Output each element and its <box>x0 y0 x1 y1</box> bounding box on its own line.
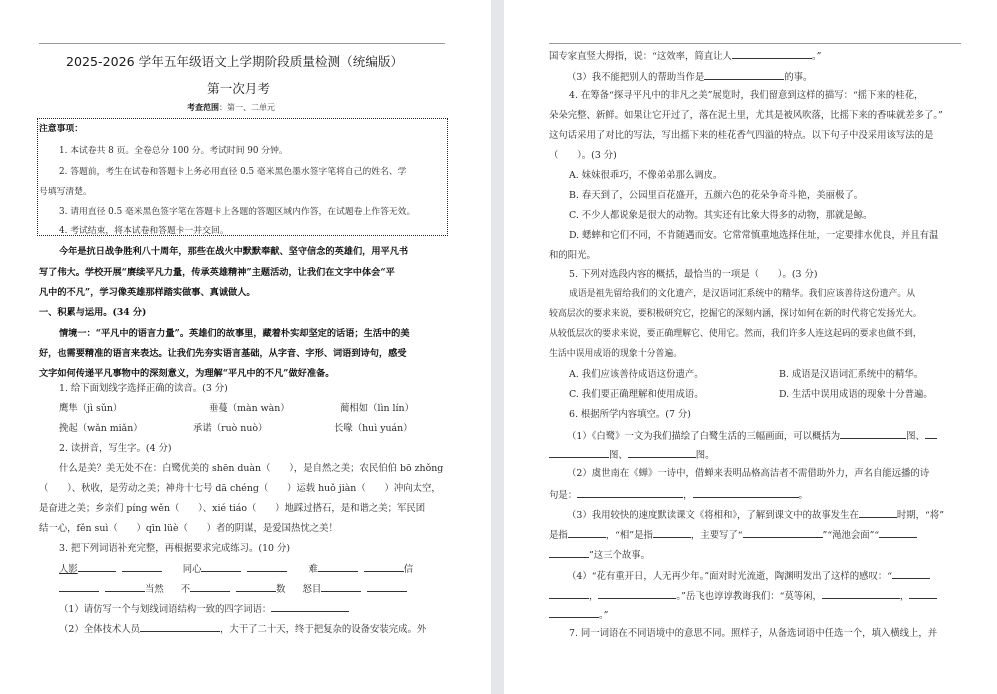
blank[interactable] <box>549 547 589 558</box>
context-1-line-3: 文字如何传递平凡事物中的深刻意义，为理解“平凡中的不凡”做好准备。 <box>39 368 335 379</box>
q4-line-4: （ ）。(3 分) <box>549 150 617 161</box>
blank[interactable] <box>743 527 823 538</box>
q3-sub-2: （2）全体技术人员 ，大干了二十天，终于把复杂的设备安装完成。外 <box>59 621 426 636</box>
blank[interactable] <box>732 48 812 59</box>
q1-item: 挽起（wǎn miǎn） <box>59 423 143 434</box>
q5-passage-3: 从较低层次的要求来说，要正确理解它、使用它。然而，我们许多人连这起码的要求也做不到， <box>549 329 922 339</box>
q1-stem: 1. 给下面划线字选择正确的读音。(3 分) <box>59 383 228 394</box>
q3-stem: 3. 把下列词语补充完整，再根据要求完成练习。(10 分) <box>59 543 291 554</box>
blank[interactable] <box>653 527 691 538</box>
blank[interactable] <box>925 428 937 439</box>
blank[interactable] <box>892 568 930 579</box>
q5-stem: 5. 下列对选段内容的概括，最恰当的一项是（ ）。(3 分) <box>569 269 818 280</box>
q5-option-d: D. 生活中误用成语的现象十分普遍。 <box>779 389 933 400</box>
section-1-heading: 一、积累与运用。(34 分) <box>39 307 147 318</box>
scope-label: 考查范围 <box>187 102 219 112</box>
q6-sub-1-cont: 图、 图。 <box>549 447 715 462</box>
q3-sub-1: （1）请仿写一个与划线词语结构一致的四字词语： <box>59 601 349 616</box>
q5-option-a: A. 我们应该善待成语这份遗产。 <box>569 369 704 380</box>
q2-line-1: 什么是美？美无处不在：白鹭优美的 shēn duàn（ ），是自然之美；农民伯伯 bō zhǒng <box>59 463 444 474</box>
intro-line-2: 写了伟大。学校开展“赓续平凡力量，传承英雄精神”主题活动，让我们在文字中体会“平 <box>39 267 395 278</box>
q3-row-2: 当然 不 数 怒目 <box>59 581 407 596</box>
notice-item-3: 3. 请用直径 0.5 毫米黑色签字笔在答题卡上各题的答题区域内作答，在试题卷上作答无效。 <box>59 207 416 217</box>
q1-item: 垂蔓（màn wàn） <box>209 403 290 414</box>
q6-stem: 6. 根据所学内容填空。(7 分) <box>569 409 691 420</box>
q6-sub-4-end: 。” <box>549 607 608 622</box>
q4-option-a: A. 妹妹很乖巧，不像弟弟那么调皮。 <box>569 170 723 181</box>
blank[interactable] <box>367 581 407 592</box>
blank[interactable] <box>247 561 287 572</box>
q4-option-c: C. 不少人都说象是很大的动物。其实还有比象大得多的动物，那就是鲸。 <box>569 210 873 221</box>
q4-option-b: B. 春天到了，公园里百花盛开，五颜六色的花朵争奇斗艳，美丽极了。 <box>569 190 864 201</box>
blank[interactable] <box>704 69 784 80</box>
exam-subtitle: 第一次月考 <box>207 81 270 96</box>
notice-item-1: 1. 本试卷共 8 页。全卷总分 100 分。考试时间 90 分钟。 <box>59 146 288 156</box>
scope-value: ：第一、二单元 <box>219 103 275 112</box>
page-right <box>504 0 997 694</box>
blank[interactable] <box>909 588 937 599</box>
q5-option-b: B. 成语是汉语词汇系统中的精华。 <box>779 369 924 380</box>
blank[interactable] <box>598 588 676 599</box>
q7-stem: 7. 同一词语在不同语境中的意思不同。照样子，从备选词语中任选一个，填入横线上，并 <box>569 628 938 639</box>
header-rule <box>549 43 961 44</box>
blank[interactable] <box>549 588 589 599</box>
q1-item: 鹰隼（jì sǔn） <box>59 403 123 414</box>
intro-line-1: 今年是抗日战争胜利八十周年，那些在战火中默默奉献、坚守信念的英雄们，用平凡书 <box>59 246 409 257</box>
blank[interactable] <box>549 607 599 618</box>
blank[interactable] <box>236 581 276 592</box>
blank[interactable] <box>568 527 606 538</box>
blank[interactable] <box>840 428 906 439</box>
q5-passage-4: 生活中误用成语的现象十分普遍。 <box>549 349 683 359</box>
blank[interactable] <box>321 581 361 592</box>
blank[interactable] <box>549 447 609 458</box>
q4-option-d: D. 蟋蟀和它们不同，不肯随遇而安。它常常慎重地选择住址，一定要排水优良，并且有温 <box>569 230 939 241</box>
blank[interactable] <box>140 621 220 632</box>
blank[interactable] <box>190 581 230 592</box>
q6-sub-3: （3）我用较快的速度默读课文《将相和》，了解到课文中的故事发生在 时期，“将” <box>567 507 944 522</box>
q6-sub-3-end: ”这三个故事。 <box>549 547 650 562</box>
blank[interactable] <box>78 561 116 572</box>
header-rule <box>39 43 445 44</box>
blank[interactable] <box>822 588 900 599</box>
q1-item: 蔺相如（lìn lín） <box>340 403 414 414</box>
exam-scope <box>187 102 275 113</box>
notice-item-2-cont: 号填写清楚。 <box>39 187 92 197</box>
q6-sub-4: （4）“花有重开日，人无再少年。”面对时光流逝，陶渊明发出了这样的感叹：“ <box>567 568 930 583</box>
q4-line-1: 4. 在筹备“探寻平凡中的非凡之美”展览时，我们留意到这样的描写：“摇下来的桂花， <box>569 90 924 101</box>
q5-option-c: C. 我们要正确理解和使用成语。 <box>569 389 704 400</box>
exam-title: 2025-2026 学年五年级语文上学期阶段质量检测（统编版） <box>66 54 404 69</box>
q6-sub-3-cont: 是指 ，“相”是指 ，主要写了“ ”“渑池会面”“ <box>549 527 917 542</box>
blank[interactable] <box>364 561 404 572</box>
page-left <box>0 0 491 694</box>
q4-option-d-cont: 和的阳光。 <box>549 250 596 261</box>
q2-line-3: 是奋进之美；乡亲们 píng wěn（ ）、xié tiáo（ ）地踩过搭石，是和谐之美；军民团 <box>39 503 426 514</box>
notice-item-2: 2. 答题前，考生在试卷和答题卡上务必用直径 0.5 毫米黑色墨水签字笔将自己的姓名、学 <box>59 167 407 177</box>
q2-line-2: （ ）、秋收，是劳动之美；神舟十七号 dā chéng（ ）运载 huǒ jiàn（ ）冲向太空， <box>39 483 441 494</box>
blank[interactable] <box>879 527 917 538</box>
q1-item: 承诺（ruò nuò） <box>193 423 268 434</box>
blank[interactable] <box>859 507 897 518</box>
blank[interactable] <box>318 561 358 572</box>
blank[interactable] <box>59 581 99 592</box>
q4-line-2: 朵朵完整、新鲜。如果让它开过了，落在泥土里，尤其是被风吹落，比摇下来的香味就差多了。” <box>549 110 943 121</box>
q3-sub-3: （3）我不能把别人的帮助当作是 的事。 <box>567 69 812 84</box>
q4-line-3: 这句话采用了对比的写法，写出摇下来的桂花香气四溢的特点。以下句子中没采用该写法的是 <box>549 130 934 141</box>
blank[interactable] <box>122 561 162 572</box>
q6-sub-1: （1）《白鹭》一文为我们描绘了白鹭生活的三幅画面，可以概括为 图、 <box>567 428 937 443</box>
q6-sub-4-cont: ， 。”岳飞也谆谆教诲我们：“莫等闲， ， <box>549 588 937 603</box>
notice-heading: 注意事项： <box>39 124 83 134</box>
q1-item: 长喙（huì yuán） <box>334 423 413 434</box>
q2-stem: 2. 读拼音，写生字。(4 分) <box>59 443 172 454</box>
blank[interactable] <box>628 447 696 458</box>
context-1-line-2: 好，也需要精准的语言来表达。让我们先夯实语言基础，从字音、字形、词语到诗句，感受 <box>39 348 407 359</box>
q6-sub-2-cont: 句是： ， 。 <box>549 487 808 502</box>
intro-line-3: 凡中的不凡”，学习像英雄那样踏实做事、真诚做人。 <box>39 287 256 298</box>
blank[interactable] <box>271 601 349 612</box>
blank[interactable] <box>577 487 683 498</box>
q5-passage-2: 较高层次的要求来说，要积极研究它，挖掘它的深刻内涵，探讨如何在新的时代将它发扬光大。 <box>549 309 922 319</box>
underlined-word: 人影 <box>59 564 78 575</box>
q3-row-1: 人影 同心 难 信 <box>59 561 413 576</box>
q2-line-4: 结一心，fěn suì（ ）qīn lüè（ ）者的阴谋，是爱国热忱之美！ <box>39 523 338 534</box>
q5-passage-1: 成语是祖先留给我们的文化遗产，是汉语词汇系统中的精华。我们应该善待这份遗产。从 <box>569 289 916 299</box>
q3-sub-2-cont: 国专家直竖大拇指，说：“这效率，简直让人 。” <box>549 48 821 63</box>
blank[interactable] <box>693 487 799 498</box>
blank[interactable] <box>201 561 241 572</box>
blank[interactable] <box>105 581 145 592</box>
notice-item-4: 4. 考试结束，将本试卷和答题卡一并交回。 <box>59 226 229 236</box>
context-1-line-1: 情境一：“平凡中的语言力量”。英雄们的故事里，藏着朴实却坚定的话语；生活中的美 <box>59 328 410 339</box>
q6-sub-2: （2）虞世南在《蝉》一诗中，借蝉来表明品格高洁者不需借助外力，声名自能远播的诗 <box>567 468 930 479</box>
